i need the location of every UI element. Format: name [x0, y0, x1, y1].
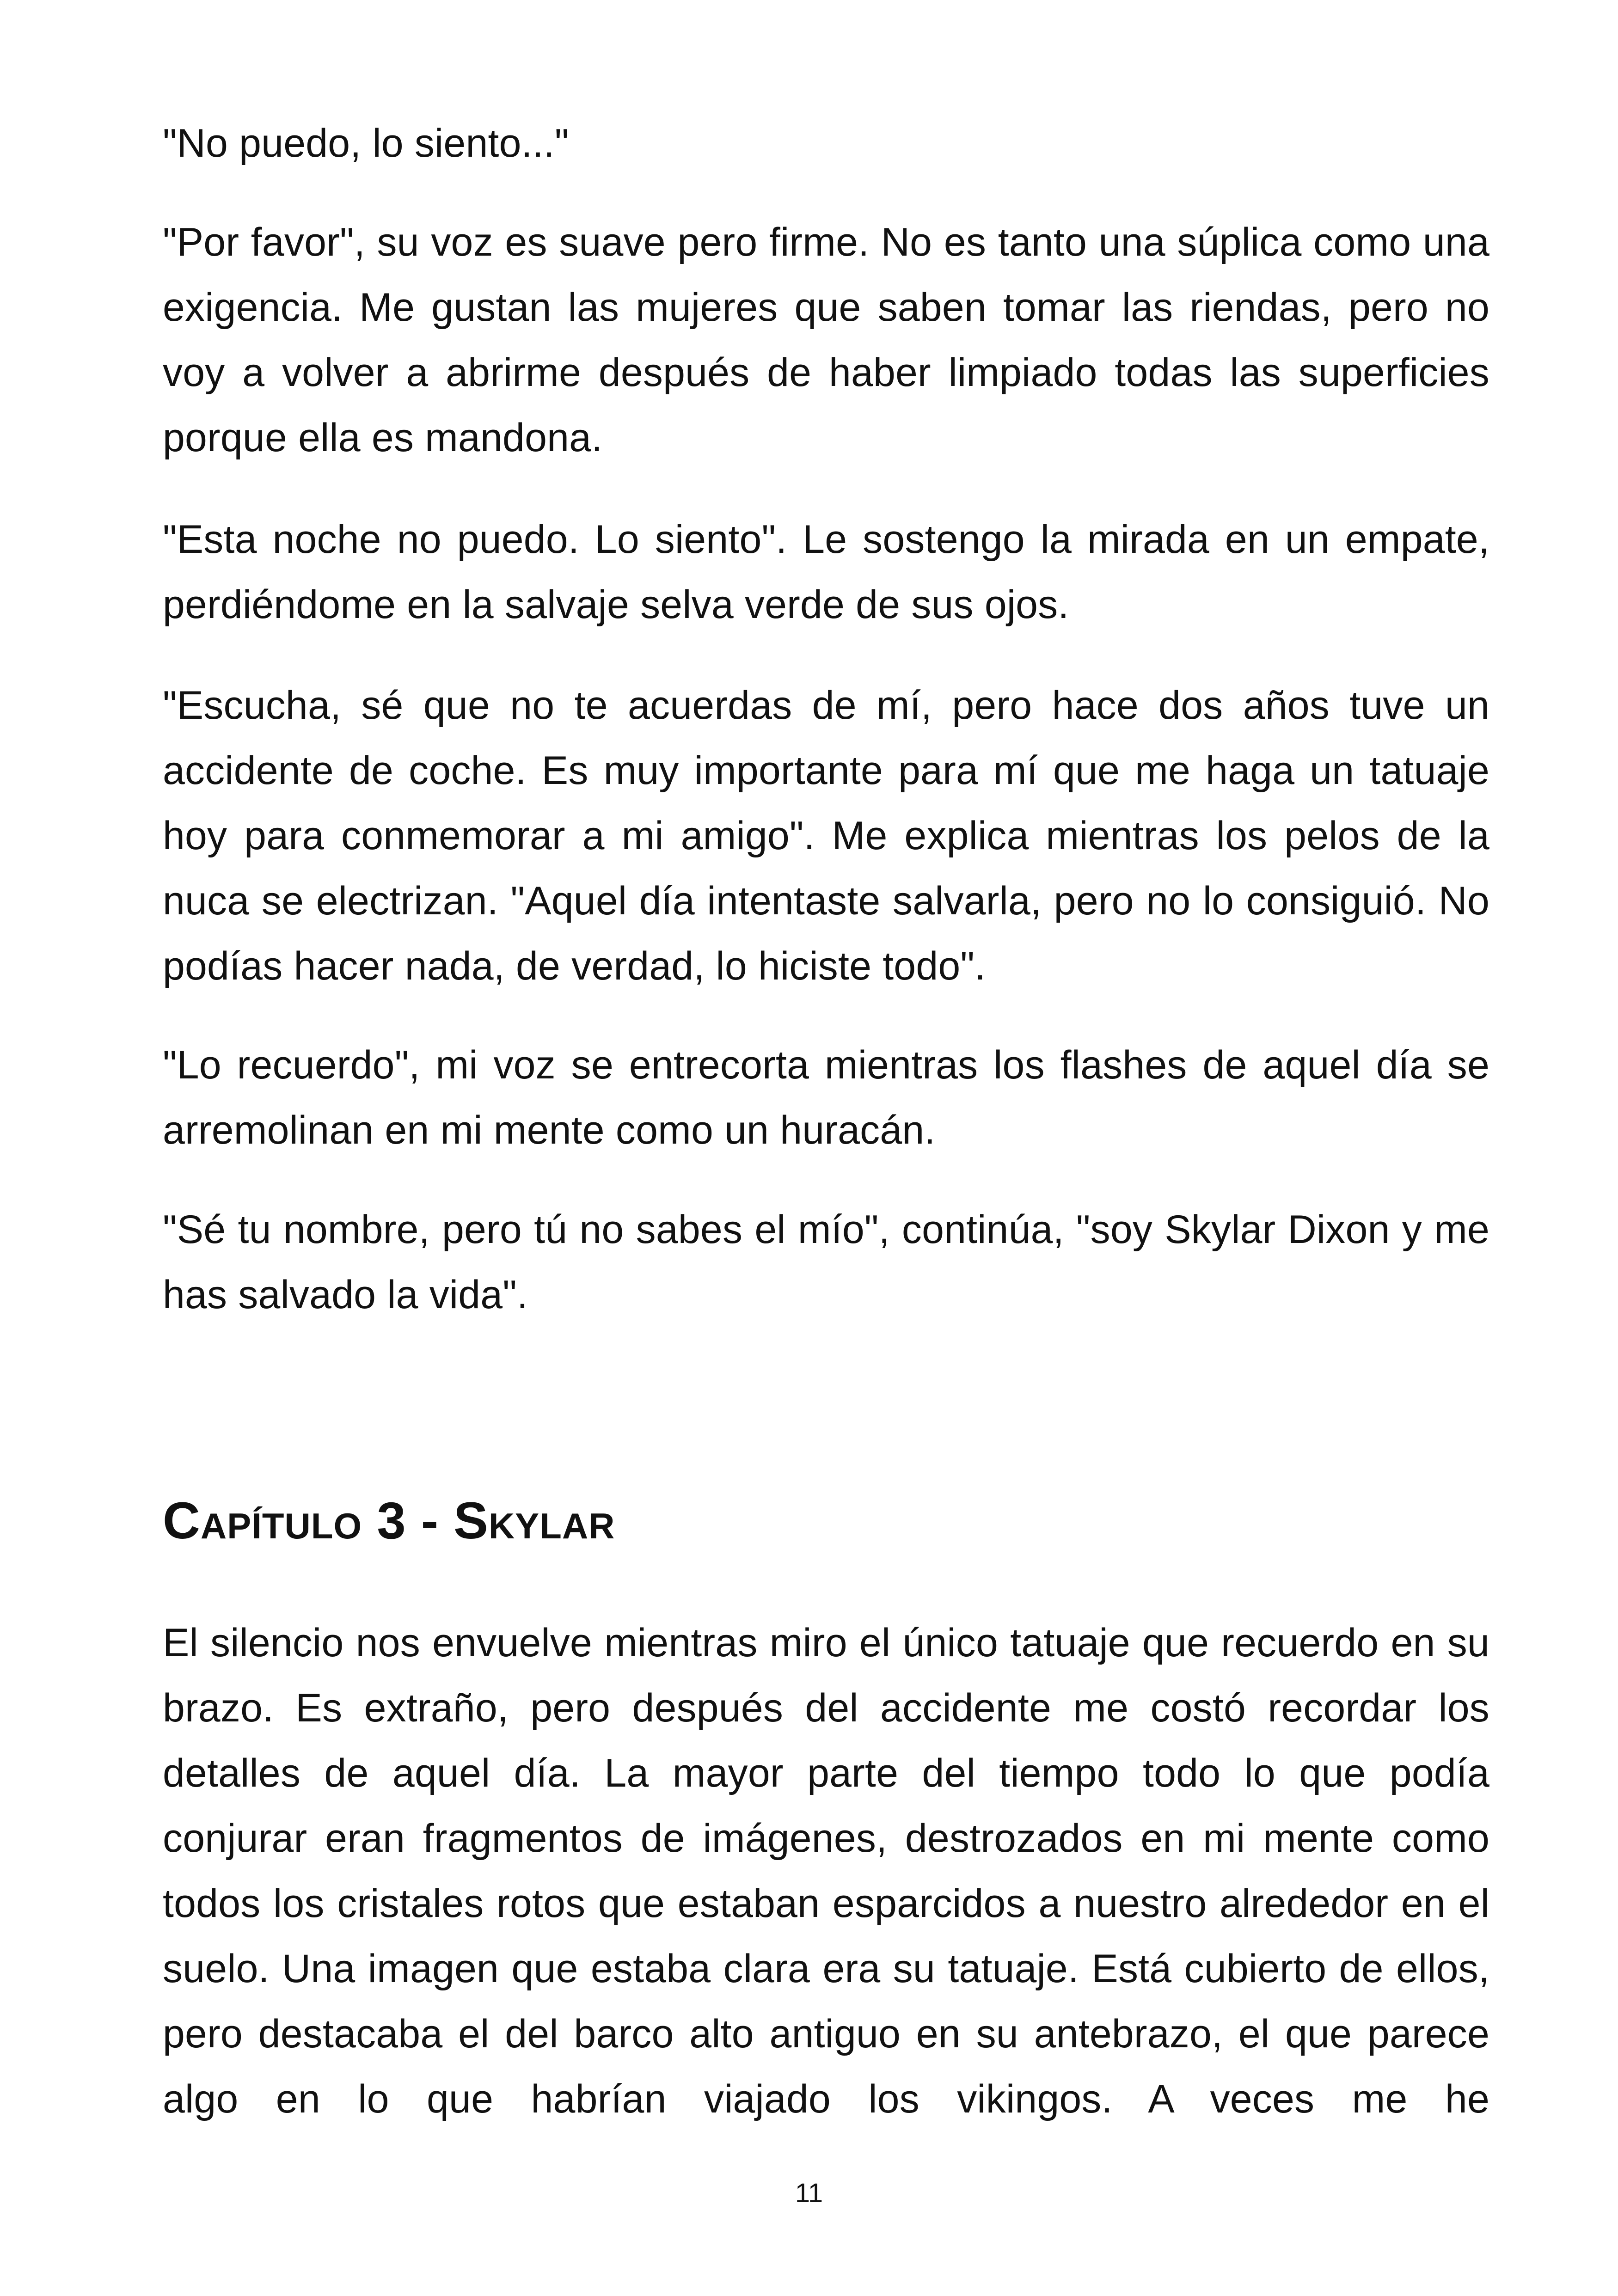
paragraph: "Lo recuerdo", mi voz se entrecorta mientras los flashes de aquel día se arremolinan en mi mente como un huracán. [163, 1043, 1489, 1152]
paragraph: "No puedo, lo siento..." [163, 121, 569, 165]
paragraph: "Sé tu nombre, pero tú no sabes el mío", continúa, "soy Skylar Dixon y me has salvado la vida". [163, 1207, 1489, 1317]
paragraph: "Por favor", su voz es suave pero firme. No es tanto una súplica como una exigencia. Me gustan las mujeres que saben tomar las riendas, pero no voy a volver a abrirme después de haber limpiado todas las superficies porque ella es mandona. [163, 220, 1489, 460]
chapter-heading: Capítulo 3 - Skylar [163, 1492, 615, 1549]
paragraph: "Esta noche no puedo. Lo siento". Le sostengo la mirada en un empate, perdiéndome en la salvaje selva verde de sus ojos. [163, 517, 1489, 627]
paragraph: "Escucha, sé que no te acuerdas de mí, pero hace dos años tuve un accidente de coche. Es muy importante para mí que me haga un tatuaje hoy para conmemorar a mi amigo". Me explica mientras los pelos de la nuca se electrizan. "Aquel día intentaste salvarla, pero no lo consiguió. No podías hacer nada, de verdad, lo hiciste todo". [163, 683, 1489, 988]
paragraph: El silencio nos envuelve mientras miro el único tatuaje que recuerdo en su brazo. Es extraño, pero después del accidente me costó recordar los detalles de aquel día. La mayor parte del tiempo todo lo que podía conjurar eran fragmentos de imágenes, destrozados en mi mente como todos los cristales rotos que estaban esparcidos a nuestro alrededor en el suelo. Una imagen que estaba clara era su tatuaje. Está cubierto de ellos, pero destacaba el del barco alto antiguo en su antebrazo, el que parece algo en lo que habrían viajado los vikingos. A veces me he [163, 1621, 1489, 2121]
page-number: 11 [795, 2178, 823, 2208]
